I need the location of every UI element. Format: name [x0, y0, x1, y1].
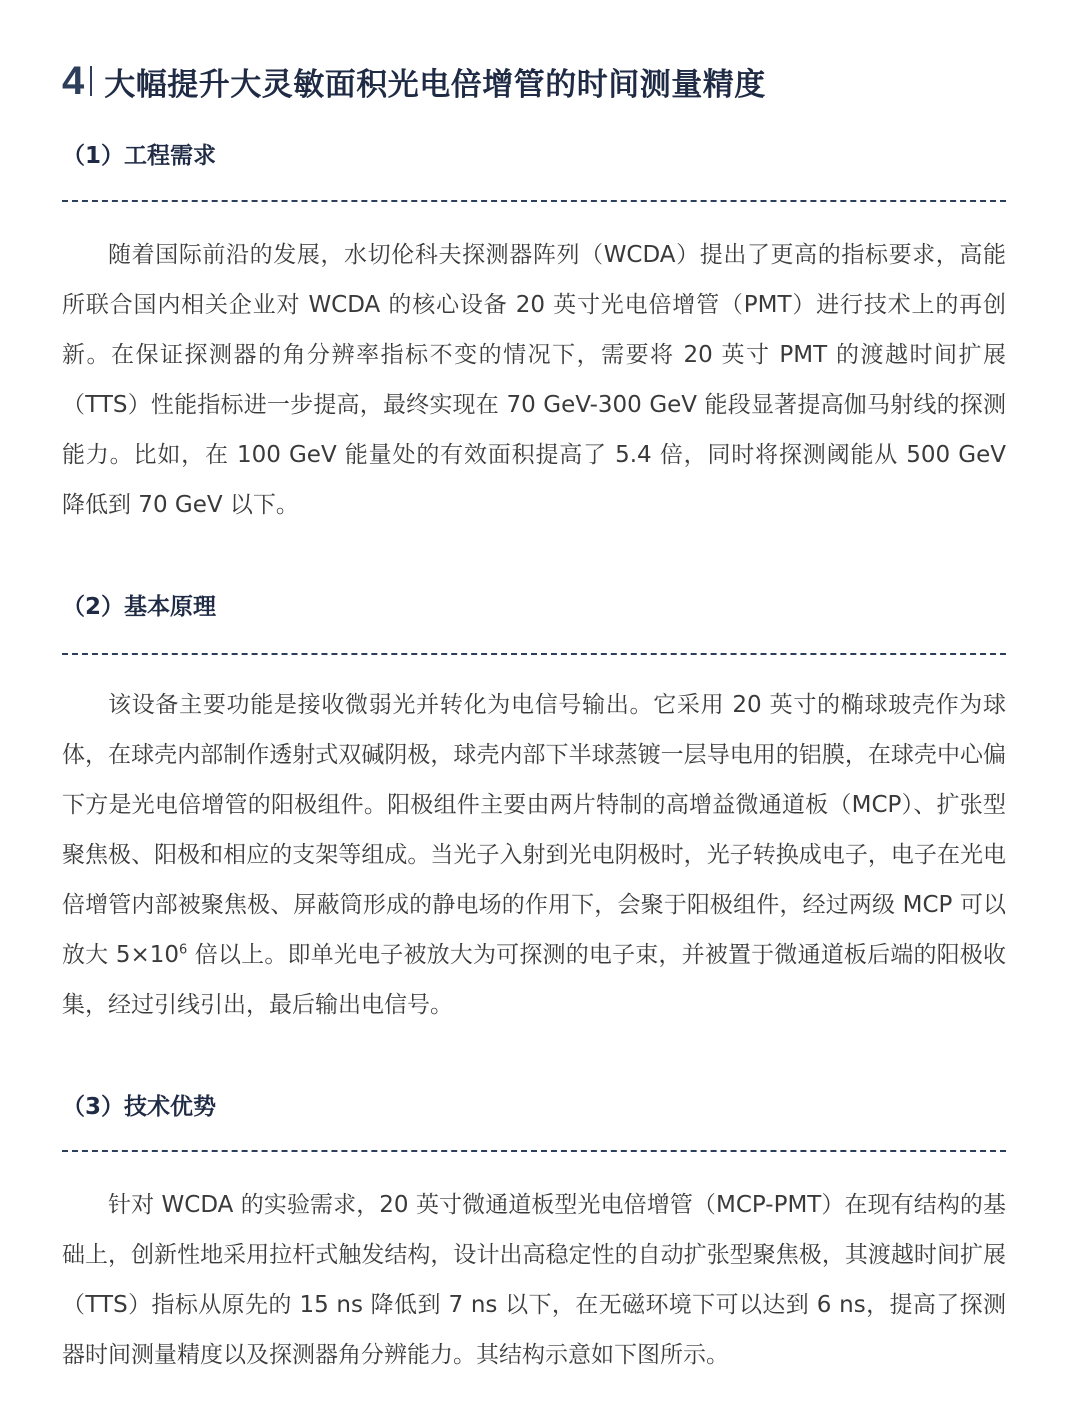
section-number: 4 [62, 59, 85, 103]
title-text: 大幅提升大灵敏面积光电倍增管的时间测量精度 [104, 66, 766, 103]
section-paragraph-basic-principle [62, 680, 1006, 1030]
section-divider [62, 653, 1006, 655]
superscript-exponent: 6 [179, 942, 188, 958]
paragraph-text: 倍以上。即单光电子被放大为可探测的电子束，并被置于微通道板后端的阳极收集，经过引线引出，最后输出电信号。 [62, 942, 1006, 1018]
section-heading-basic-principle: （2）基本原理 [62, 594, 217, 620]
section-divider [62, 200, 1006, 202]
section-heading-engineering-needs: （1）工程需求 [62, 143, 217, 169]
page-title [62, 56, 766, 106]
title-divider-bar [90, 66, 92, 96]
section-heading-technical-advantages: （3）技术优势 [62, 1094, 217, 1120]
section-paragraph-technical-advantages: 针对 WCDA 的实验需求，20 英寸微通道板型光电倍增管（MCP-PMT）在现有结构的基础上，创新性地采用拉杆式触发结构，设计出高稳定性的自动扩张型聚焦极，其渡越时间扩展（TTS）指标从原先的 15 ns 降低到 7 ns 以下，在无磁环境下可以达到 6 ns，提高了探测器时间测量精度以及探测器角分辨能力。其结构示意如下图所示。 [62, 1192, 1006, 1368]
section-divider [62, 1150, 1006, 1152]
paragraph-text: 该设备主要功能是接收微弱光并转化为电信号输出。它采用 20 英寸的椭球玻壳作为球体，在球壳内部制作透射式双碱阴极，球壳内部下半球蒸镀一层导电用的铝膜，在球壳中心偏下方是光电倍增管的阳极组件。阳极组件主要由两片特制的高增益微通道板（MCP）、扩张型聚焦极、阳极和相应的支架等组成。当光子入射到光电阴极时，光子转换成电子，电子在光电倍增管内部被聚焦极、屏蔽筒形成的静电场的作用下，会聚于阳极组件，经过两级 MCP 可以放大 5×10 [62, 692, 1006, 968]
section-paragraph-engineering-needs: 随着国际前沿的发展，水切伦科夫探测器阵列（WCDA）提出了更高的指标要求，高能所联合国内相关企业对 WCDA 的核心设备 20 英寸光电倍增管（PMT）进行技术上的再创新。在保证探测器的角分辨率指标不变的情况下，需要将 20 英寸 PMT 的渡越时间扩展（TTS）性能指标进一步提高，最终实现在 70 GeV-300 GeV 能段显著提高伽马射线的探测能力。比如，在 100 GeV 能量处的有效面积提高了 5.4 倍，同时将探测阈能从 500 GeV 降低到 70 GeV 以下。 [62, 242, 1006, 518]
